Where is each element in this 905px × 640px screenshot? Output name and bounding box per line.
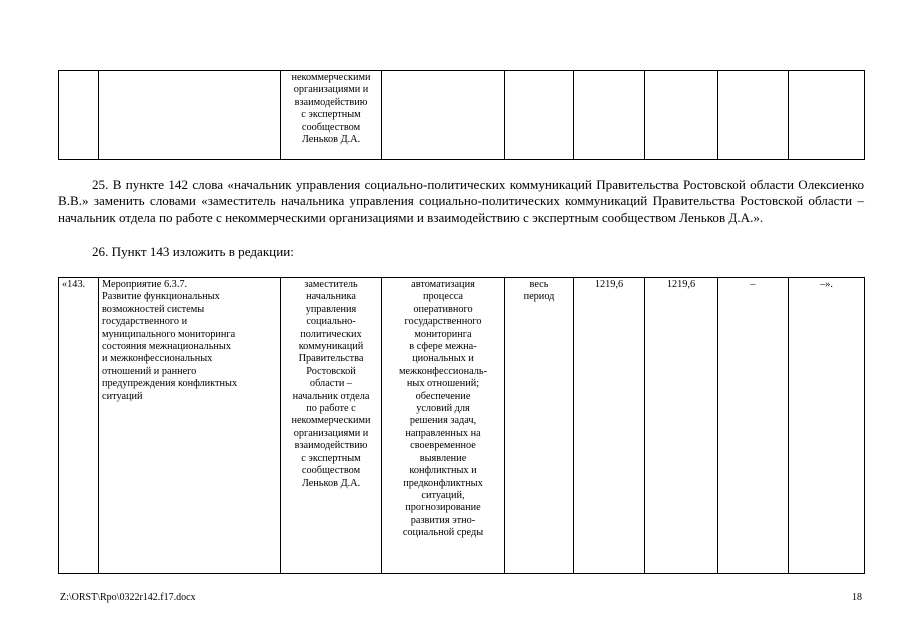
cell-value-1: 1219,6 [574,278,645,574]
cell-empty [382,71,505,160]
cell-empty [59,71,99,160]
table-point-143 [58,277,865,574]
table-top-fragment [58,70,865,160]
cell-empty [505,71,574,160]
cell-value-2: 1219,6 [645,278,718,574]
paragraph-25: 25. В пункте 142 слова «начальник управления социально-политических коммуникаций Правительства Ростовской области Олексиенко В.В.» заменить словами «заместитель начальника управления социально-политических коммуникаций Правительства Ростовской области – начальник отдела по работе с некоммерческими организациями и взаимодействию с экспертным сообществом Леньков Д.А.». [58,177,864,225]
table-row [59,71,865,160]
cell-empty [99,71,281,160]
footer-file-path: Z:\ORST\Rpo\0322r142.f17.docx [60,592,196,603]
cell-empty [789,71,865,160]
cell-event: Мероприятие 6.3.7. Развитие функциональных возможностей системы государственного и муниципального мониторинга состояния межнациональных и межконфессиональных отношений и раннего предупреждения конфликтных ситуаций [99,278,281,574]
cell-value-3: – [718,278,789,574]
cell-empty [718,71,789,160]
cell-empty [645,71,718,160]
cell-result: автоматизация процесса оперативного государственного мониторинга в сфере межна- циональных и межконфессиональ- ных отношений; обеспечение условий для решения задач, направленных на своевременное выявление конфликтных и предконфликтных ситуаций, прогнозирование развития этно- социальной среды [382,278,505,574]
cell-empty [574,71,645,160]
cell-responsible-continuation: некоммерческими организациями и взаимодействию с экспертным сообществом Леньков Д.А. [281,71,382,160]
cell-number: «143. [59,278,99,574]
cell-responsible: заместитель начальника управления социально- политических коммуникаций Правительства Ростовской области – начальник отдела по работе с некоммерческими организациями и взаимодействию с экспертным сообществом Леньков Д.А. [281,278,382,574]
paragraph-26: 26. Пункт 143 изложить в редакции: [92,244,294,259]
table-row [59,278,865,574]
cell-value-4: –». [789,278,865,574]
footer-page-number: 18 [852,592,862,603]
cell-period: весь период [505,278,574,574]
